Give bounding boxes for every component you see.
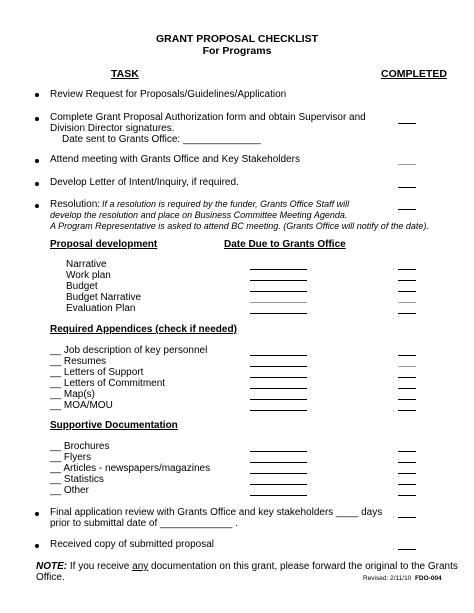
bullet-icon: [35, 204, 39, 208]
proposal-row: Work plan: [66, 270, 111, 281]
completed-blank[interactable]: [398, 495, 416, 496]
appendix-row: __ Map(s): [50, 389, 96, 400]
proposal-row: Evaluation Plan: [66, 303, 136, 314]
item-attend: Attend meeting with Grants Office and Key Stakeholders: [50, 154, 300, 165]
date-due-heading: Date Due to Grants Office: [224, 239, 346, 250]
supportive-row: __ Flyers: [50, 452, 92, 463]
completed-blank[interactable]: [398, 410, 416, 411]
completed-blank[interactable]: [398, 187, 416, 188]
completed-blank[interactable]: [398, 302, 416, 303]
note-label: NOTE:: [36, 561, 68, 572]
bullet-icon: [35, 182, 39, 186]
date-blank[interactable]: [250, 388, 307, 389]
page-subtitle: For Programs: [202, 45, 272, 57]
date-blank[interactable]: [250, 495, 307, 496]
completed-blank[interactable]: [398, 399, 416, 400]
completed-blank[interactable]: [398, 164, 416, 165]
item-resolution-label: Resolution:: [50, 199, 101, 210]
supportive-row: __ Statistics: [50, 474, 104, 485]
task-header: TASK: [111, 68, 139, 80]
proposal-development-heading: Proposal development: [50, 239, 158, 250]
note-text-before: If you receive: [67, 561, 133, 572]
date-blank[interactable]: [250, 355, 307, 356]
date-blank[interactable]: [250, 366, 307, 367]
completed-blank[interactable]: [398, 269, 416, 270]
form-id: FDO-004: [414, 575, 442, 582]
supportive-documentation-heading: Supportive Documentation: [50, 420, 178, 431]
completed-blank[interactable]: [398, 549, 416, 550]
date-blank[interactable]: [250, 377, 307, 378]
bullet-icon: [35, 93, 39, 97]
appendix-row: __ Letters of Support: [50, 367, 144, 378]
note-text-after: documentation on this grant, please forward the original to the Grants: [148, 561, 458, 572]
completed-blank[interactable]: [398, 366, 416, 367]
completed-blank[interactable]: [398, 280, 416, 281]
item-complete-line3: Date sent to Grants Office: ______________: [62, 134, 261, 145]
item-resolution-line2: develop the resolution and place on Business Committee Meeting Agenda.: [50, 210, 348, 220]
item-complete-line1: Complete Grant Proposal Authorization form and obtain Supervisor and: [50, 112, 366, 123]
date-blank[interactable]: [250, 269, 307, 270]
item-received: Received copy of submitted proposal: [50, 539, 214, 550]
item-resolution-line3: A Program Representative is asked to attend BC meeting. (Grants Office will notify of the date).: [50, 221, 429, 231]
item-review: Review Request for Proposals/Guidelines/Application: [50, 89, 287, 100]
note-line1: [36, 561, 458, 572]
item-final-line1: Final application review with Grants Office and key stakeholders ____ days: [50, 507, 383, 518]
proposal-row: Budget: [66, 281, 98, 292]
item-final-line2: prior to submittal date of _____________ .: [50, 518, 238, 529]
completed-blank[interactable]: [398, 355, 416, 356]
revised-date: [363, 575, 442, 583]
date-blank[interactable]: [250, 302, 307, 303]
proposal-row: Budget Narrative: [66, 292, 142, 303]
completed-blank[interactable]: [398, 123, 416, 124]
appendix-row: __ Job description of key personnel: [50, 345, 208, 356]
bullet-icon: [35, 117, 39, 121]
date-blank[interactable]: [250, 280, 307, 281]
date-blank[interactable]: [250, 484, 307, 485]
completed-header: COMPLETED: [381, 68, 447, 80]
completed-blank[interactable]: [398, 291, 416, 292]
supportive-row: __ Other: [50, 485, 89, 496]
date-blank[interactable]: [250, 473, 307, 474]
bullet-icon: [35, 544, 39, 548]
date-blank[interactable]: [250, 462, 307, 463]
required-appendices-heading: Required Appendices (check if needed): [50, 324, 237, 335]
item-complete-line2: Division Director signatures.: [50, 123, 175, 134]
page-title: GRANT PROPOSAL CHECKLIST: [156, 33, 318, 45]
bullet-icon: [35, 512, 39, 516]
proposal-row: Narrative: [66, 259, 107, 270]
date-blank[interactable]: [250, 451, 307, 452]
appendix-row: __ Resumes: [50, 356, 107, 367]
note-line2: Office.: [36, 572, 65, 583]
completed-blank[interactable]: [398, 517, 416, 518]
bullet-icon: [35, 159, 39, 163]
appendix-row: __ Letters of Commitment: [50, 378, 166, 389]
completed-blank[interactable]: [398, 388, 416, 389]
item-develop: Develop Letter of Intent/Inquiry, if required.: [50, 177, 239, 188]
completed-blank[interactable]: [398, 451, 416, 452]
completed-blank[interactable]: [398, 377, 416, 378]
completed-blank[interactable]: [398, 473, 416, 474]
completed-blank[interactable]: [398, 313, 416, 314]
note-text-any: any: [132, 561, 149, 572]
date-blank[interactable]: [250, 410, 307, 411]
completed-blank[interactable]: [398, 462, 416, 463]
completed-blank[interactable]: [398, 209, 416, 210]
date-blank[interactable]: [250, 313, 307, 314]
appendix-row: __ MOA/MOU: [50, 400, 113, 411]
revised-text: Revised: 2/11/10: [363, 575, 412, 582]
date-blank[interactable]: [250, 291, 307, 292]
item-resolution-line1: If a resolution is required by the funder, Grants Office Staff will: [102, 199, 350, 209]
date-blank[interactable]: [250, 399, 307, 400]
supportive-row: __ Brochures: [50, 441, 110, 452]
supportive-row: __ Articles - newspapers/magazines: [50, 463, 211, 474]
completed-blank[interactable]: [398, 484, 416, 485]
